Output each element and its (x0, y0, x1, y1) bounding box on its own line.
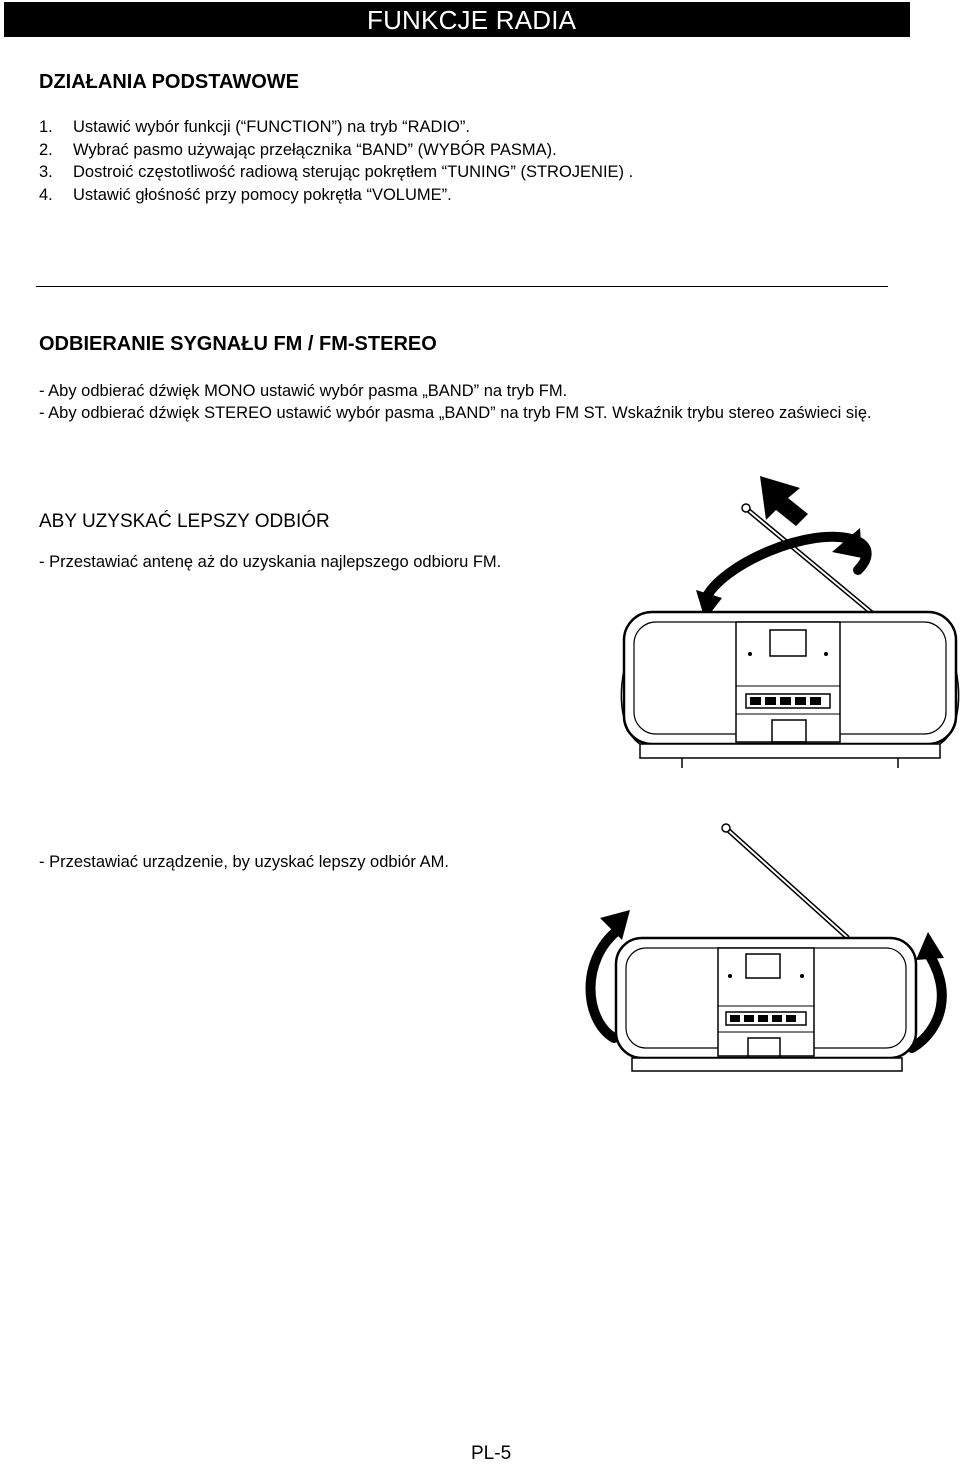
boombox-antenna-rotate-icon (600, 470, 960, 790)
list-item: 3. Dostroić częstotliwość radiową sterując pokrętłem “TUNING” (STROJENIE) . (39, 163, 634, 181)
basic-operations-heading: DZIAŁANIA PODSTAWOWE (39, 71, 299, 93)
fm-instructions (39, 380, 899, 424)
fm-stereo-heading: ODBIERANIE SYGNAŁU FM / FM-STEREO (39, 333, 437, 355)
list-item: 4. Ustawić głośność przy pomocy pokrętła “VOLUME”. (39, 185, 452, 204)
page-title: FUNKCJE RADIA (367, 5, 577, 35)
list-item: 1. Ustawić wybór funkcji (“FUNCTION”) na tryb “RADIO”. (39, 118, 470, 136)
section-divider (36, 286, 888, 287)
page-number: PL-5 (471, 1443, 512, 1464)
fm-stereo-line: - Aby odbierać dźwięk STEREO ustawić wybór pasma „BAND” na tryb FM ST. Wskaźnik trybu stereo zaświeci się. (39, 404, 872, 422)
am-rotate-tip: - Przestawiać urządzenie, by uzyskać lepszy odbiór AM. (39, 853, 449, 871)
better-reception-heading: ABY UZYSKAĆ LEPSZY ODBIÓR (39, 511, 330, 532)
basic-steps-list (39, 116, 633, 206)
fm-antenna-tip: - Przestawiać antenę aż do uzyskania najlepszego odbioru FM. (39, 553, 502, 571)
boombox-rotate-icon (570, 820, 950, 1095)
fm-mono-line: - Aby odbierać dźwięk MONO ustawić wybór pasma „BAND” na tryb FM. (39, 382, 568, 400)
header-bar (4, 2, 910, 37)
list-item: 2. Wybrać pasmo używając przełącznika “BAND” (WYBÓR PASMA). (39, 140, 557, 159)
